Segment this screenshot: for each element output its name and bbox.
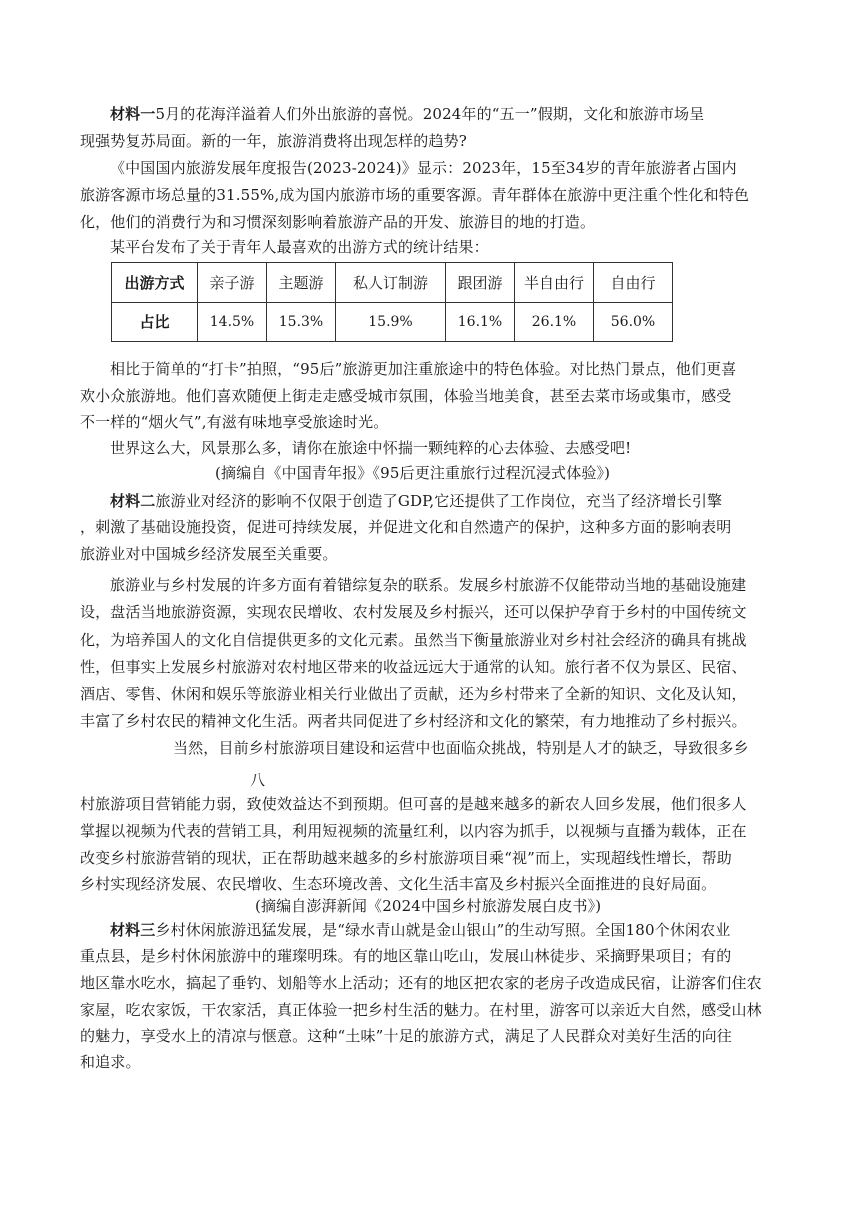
- paragraph-line: 旅游客源市场总量的31.55%,成为国内旅游市场的重要客源。青年群体在旅游中更注重个性化和特色: [80, 186, 750, 204]
- paragraph-line: 酒店、零售、休闲和娱乐等旅游业相关行业做出了贡献，还为乡村带来了全新的知识、文化及认知，: [80, 685, 747, 703]
- material-two-text: 旅游业对经济的影响不仅限于创造了GDP,它还提供了工作岗位，充当了经济增长引擎: [155, 492, 723, 510]
- mode-cell: 半自由行: [515, 263, 594, 303]
- paragraph-line: 旅游业对中国城乡经济发展至关重要。: [80, 545, 338, 563]
- share-cell: 26.1%: [515, 302, 594, 342]
- paragraph-line: 和追求。: [80, 1053, 141, 1071]
- paragraph-line: 村旅游项目营销能力弱，致使效益达不到预期。但可喜的是越来越多的新农人回乡发展，他们很多人: [80, 795, 747, 813]
- material-one-text: 5月的花海洋溢着人们外出旅游的喜悦。2024年的“五一”假期，文化和旅游市场呈: [155, 105, 705, 123]
- paragraph-line: 化，为培养国人的文化自信提供更多的文化元素。虽然当下衡量旅游业对乡村社会经济的确具有挑战: [80, 631, 747, 649]
- paragraph-line: 化，他们的消费行为和习惯深刻影响着旅游产品的开发、旅游目的地的打造。: [80, 213, 596, 231]
- material-three-label: 材料三: [110, 921, 156, 939]
- material-two-label: 材料二: [110, 492, 156, 510]
- paragraph-line: 设，盘活当地旅游资源，实现农民增收、农村发展及乡村振兴，还可以保护孕育于乡村的中国传统文: [80, 603, 747, 621]
- mode-cell: 私人订制游: [336, 263, 446, 303]
- material-three-line: [110, 920, 780, 940]
- table-row: [112, 302, 673, 342]
- mode-cell: 跟团游: [446, 263, 515, 303]
- paragraph-line: 现强势复苏局面。新的一年，旅游消费将出现怎样的趋势?: [80, 132, 467, 150]
- paragraph-line: 性，但事实上发展乡村旅游对农村地区带来的收益远远大于通常的认知。旅行者不仅为景区、民宿、: [80, 658, 747, 676]
- share-cell: 15.9%: [336, 302, 446, 342]
- paragraph-line: 的魅力，享受水上的清凉与惬意。这种“土味”十足的旅游方式，满足了人民群众对美好生活的向往: [80, 1027, 732, 1045]
- paragraph-line: ，刺激了基础设施投资，促进可持续发展，并促进文化和自然遗产的保护，这种多方面的影响表明: [80, 518, 732, 536]
- material-three-text: 乡村休闲旅游迅猛发展，是“绿水青山就是金山银山”的生动写照。全国180个休闲农业: [155, 921, 731, 939]
- paragraph-line: 地区靠水吃水，搞起了垂钓、划船等水上活动；还有的地区把农家的老房子改造成民宿，让游客们住农: [80, 974, 762, 992]
- paragraph-line: 世界这么大，风景那么多，请你在旅途中怀揣一颗纯粹的心去体验、去感受吧!: [110, 439, 632, 457]
- material-one-line: [110, 104, 780, 124]
- source-citation: (摘编自澎湃新闻《2024中国乡村旅游发展白皮书》): [255, 897, 602, 915]
- table-intro: 某平台发布了关于青年人最喜欢的出游方式的统计结果：: [110, 238, 489, 256]
- mode-cell: 亲子游: [198, 263, 267, 303]
- share-cell: 16.1%: [446, 302, 515, 342]
- material-two-line: [110, 491, 780, 511]
- row-header-mode: 出游方式: [112, 263, 198, 303]
- paragraph-line: 家屋，吃农家饭，干农家活，真正体验一把乡村生活的魅力。在村里，游客可以亲近大自然，感受山林: [80, 1001, 762, 1019]
- mode-cell: 自由行: [594, 263, 673, 303]
- travel-mode-table: [111, 262, 673, 342]
- share-cell: 15.3%: [267, 302, 336, 342]
- paragraph-line: 旅游业与乡村发展的许多方面有着错综复杂的联系。发展乡村旅游不仅能带动当地的基础设施建: [110, 576, 747, 594]
- share-cell: 14.5%: [198, 302, 267, 342]
- paragraph-line: 丰富了乡村农民的精神文化生活。两者共同促进了乡村经济和文化的繁荣，有力地推动了乡村振兴。: [80, 712, 747, 730]
- paragraph-line: 重点县，是乡村休闲旅游中的璀璨明珠。有的地区靠山吃山，发展山林徒步、采摘野果项目；有的: [80, 947, 732, 965]
- material-one-label: 材料一: [110, 105, 156, 123]
- paragraph-line: 掌握以视频为代表的营销工具，利用短视频的流量红利，以内容为抓手，以视频与直播为载体，正在: [80, 822, 747, 840]
- paragraph-line: 《中国国内旅游发展年度报告(2023-2024)》显示：2023年，15至34岁的青年旅游者占国内: [110, 159, 737, 177]
- paragraph-line: 不一样的“烟火气”,有滋有味地享受旅途时光。: [80, 413, 389, 431]
- stray-glyph: 八: [250, 771, 266, 789]
- paragraph-line: 当然，目前乡村旅游项目建设和运营中也面临众挑战，特别是人才的缺乏，导致很多乡: [173, 739, 749, 757]
- paragraph-line: 欢小众旅游地。他们喜欢随便上街走走感受城市氛围，体验当地美食，甚至去菜市场或集市，感受: [80, 387, 732, 405]
- paragraph-line: 相比于简单的“打卡”拍照，“95后”旅游更加注重旅途中的特色体验。对比热门景点，他们更喜: [110, 360, 737, 378]
- share-cell: 56.0%: [594, 302, 673, 342]
- source-citation: (摘编自《中国青年报》《95后更注重旅行过程沉浸式体验》): [215, 464, 611, 482]
- paragraph-line: 乡村实现经济发展、农民增收、生态环境改善、文化生活丰富及乡村振兴全面推进的良好局面。: [80, 875, 717, 893]
- table-row: [112, 263, 673, 303]
- mode-cell: 主题游: [267, 263, 336, 303]
- paragraph-line: 改变乡村旅游营销的现状，正在帮助越来越多的乡村旅游项目乘“视”而上，实现超线性增长，帮助: [80, 849, 732, 867]
- row-header-share: 占比: [112, 302, 198, 342]
